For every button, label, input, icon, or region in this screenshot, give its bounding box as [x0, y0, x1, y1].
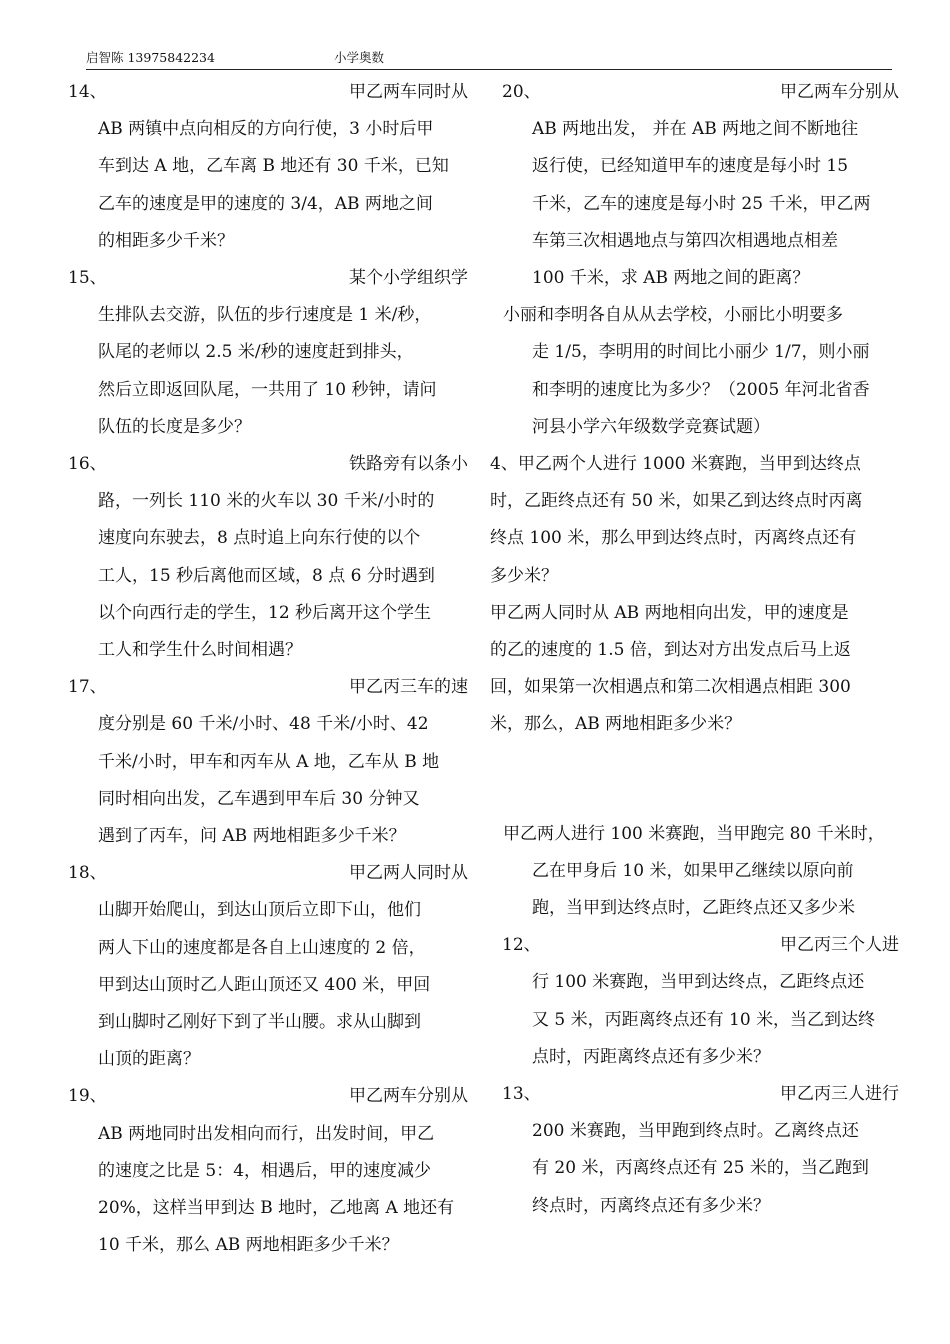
problem-line: 多少米？	[490, 565, 558, 586]
problem-line: 时，乙距终点还有 50 米，如果乙到达终点时丙离	[490, 491, 863, 512]
problem-line: AB 两地出发， 并在 AB 两地之间不断地往	[532, 119, 859, 140]
problem-4	[490, 446, 905, 595]
problem-line: 小丽和李明各自从从去学校，小丽比小明要多	[503, 305, 843, 326]
problem-line: 100 千米，求 AB 两地之间的距离？	[532, 268, 810, 288]
blank-space	[490, 744, 905, 816]
problem-number: 20、	[502, 82, 541, 102]
header-subject: 小学奥数	[334, 50, 385, 65]
problem-17	[58, 669, 468, 855]
page-header	[86, 50, 892, 70]
problem-line: 行 100 米赛跑，当甲到达终点，乙距终点还	[532, 972, 865, 993]
problem-line: 的速度之比是 5：4，相遇后，甲的速度减少	[98, 1160, 432, 1181]
problem-line: 速度向东驶去，8 点时追上向东行使的以个	[98, 528, 421, 549]
problem-line: 跑，当甲到达终点时，乙距终点还又多少米	[532, 898, 855, 919]
problem-line: 甲乙两人同时从 AB 两地相向出发，甲的速度是	[490, 602, 849, 623]
problem-20	[490, 74, 905, 297]
problem-line: 队尾的老师以 2.5 米/秒的速度赶到排头，	[98, 342, 414, 363]
problem-race-100	[490, 816, 905, 928]
problem-first-line: 甲乙两车分别从	[349, 1086, 468, 1107]
problem-first-line: 甲乙丙三个人进	[780, 935, 899, 956]
problem-number: 19、	[68, 1086, 107, 1107]
problem-line: 工人，15 秒后离他而区域，8 点 6 分时遇到	[98, 565, 435, 586]
problem-number: 18、	[68, 863, 107, 884]
problem-line: 千米，乙车的速度是每小时 25 千米，甲乙两	[532, 193, 871, 214]
problem-line: 又 5 米，丙距离终点还有 10 米，当乙到达终	[532, 1009, 876, 1030]
problem-line: 同时相向出发，乙车遇到甲车后 30 分钟又	[98, 788, 420, 809]
problem-line: 米，那么，AB 两地相距多少米？	[490, 714, 742, 735]
problem-13	[490, 1076, 905, 1225]
problem-first-line: 某个小学组织学	[349, 268, 468, 288]
problem-number: 14、	[68, 82, 107, 102]
problem-line: 车第三次相遇地点与第四次相遇地点相差	[532, 230, 838, 251]
problem-line: 度分别是 60 千米/小时、48 千米/小时、42	[98, 714, 429, 735]
problem-line: 回，如果第一次相遇点和第二次相遇点相距 300	[490, 677, 851, 698]
problem-19	[58, 1078, 468, 1264]
problem-line: 终点 100 米，那么甲到达终点时，丙离终点还有	[490, 528, 857, 549]
problem-line: 乙在甲身后 10 米，如果甲乙继续以原向前	[532, 860, 854, 881]
problem-12	[490, 927, 905, 1076]
problem-line: 以个向西行走的学生，12 秒后离开这个学生	[98, 602, 432, 623]
problem-line: 甲乙两人进行 100 米赛跑，当甲跑完 80 千米时，	[503, 823, 885, 844]
problem-line: 生排队去交游，队伍的步行速度是 1 米/秒，	[98, 305, 432, 326]
problem-line: 的相距多少千米？	[98, 230, 234, 251]
problem-line: 4、甲乙两个人进行 1000 米赛跑，当甲到达终点	[490, 454, 861, 475]
problem-line: 走 1/5，李明用的时间比小丽少 1/7，则小丽	[532, 342, 870, 363]
problem-16	[58, 446, 468, 669]
problem-line: 路，一列长 110 米的火车以 30 千米/小时的	[98, 491, 435, 512]
problem-line: 20%，这样当甲到达 B 地时，乙地离 A 地还有	[98, 1198, 455, 1218]
problem-line: 终点时，丙离终点还有多少米？	[532, 1195, 770, 1216]
problem-line: 和李明的速度比为多少？（2005 年河北省香	[532, 379, 870, 400]
right-column	[490, 74, 905, 1225]
problem-line: 到山脚时乙刚好下到了半山腰。求从山脚到	[98, 1012, 421, 1032]
problem-line: 山顶的距离？	[98, 1049, 200, 1070]
problem-number: 17、	[68, 677, 107, 698]
problem-number: 12、	[502, 935, 541, 956]
problem-line: 然后立即返回队尾，一共用了 10 秒钟，请问	[98, 379, 437, 400]
problem-line: 乙车的速度是甲的速度的 3/4，AB 两地之间	[98, 193, 433, 214]
problem-line: 车到达 A 地，乙车离 B 地还有 30 千米，已知	[98, 156, 449, 177]
problem-first-line: 甲乙两车分别从	[780, 82, 899, 102]
problem-line: 工人和学生什么时间相遇？	[98, 640, 302, 660]
problem-line: AB 两镇中点向相反的方向行使，3 小时后甲	[98, 119, 434, 140]
problem-line: 队伍的长度是多少？	[98, 416, 251, 437]
problem-first-line: 甲乙丙三人进行	[780, 1084, 899, 1105]
problem-15	[58, 260, 468, 446]
left-column	[58, 74, 468, 1264]
problem-first-line: 甲乙两人同时从	[349, 863, 468, 884]
problem-line: 200 米赛跑，当甲跑到终点时。乙离终点还	[532, 1121, 859, 1142]
problem-number: 13、	[502, 1084, 541, 1105]
problem-first-line: 甲乙丙三车的速	[349, 677, 468, 698]
problem-line: AB 两地同时出发相向而行，出发时间，甲乙	[98, 1123, 435, 1144]
problem-14	[58, 74, 468, 260]
problem-lili-liming	[490, 297, 905, 446]
problem-line: 千米/小时，甲车和丙车从 A 地，乙车从 B 地	[98, 751, 440, 772]
problem-meeting-points	[490, 595, 905, 744]
problem-line: 遇到了丙车，问 AB 两地相距多少千米？	[98, 826, 406, 846]
problem-line: 山脚开始爬山，到达山顶后立即下山，他们	[98, 900, 421, 921]
problem-line: 甲到达山顶时乙人距山顶还又 400 米，甲回	[98, 974, 431, 995]
problem-18	[58, 855, 468, 1078]
problem-line: 返行使，已经知道甲车的速度是每小时 15	[532, 156, 849, 177]
problem-line: 的乙的速度的 1.5 倍，到达对方出发点后马上返	[490, 640, 851, 661]
problem-line: 点时，丙距离终点还有多少米？	[532, 1046, 770, 1067]
problem-line: 两人下山的速度都是各自上山速度的 2 倍，	[98, 937, 426, 958]
problem-line: 河县小学六年级数学竞赛试题）	[532, 416, 770, 437]
problem-line: 有 20 米，丙离终点还有 25 米的，当乙跑到	[532, 1158, 869, 1179]
problem-number: 15、	[68, 268, 107, 288]
problem-line: 10 千米，那么 AB 两地相距多少千米？	[98, 1235, 399, 1256]
problem-first-line: 铁路旁有以条小	[349, 454, 468, 474]
problem-number: 16、	[68, 454, 107, 474]
problem-first-line: 甲乙两车同时从	[349, 82, 468, 102]
header-author-phone: 启智陈 13975842234	[86, 50, 215, 65]
